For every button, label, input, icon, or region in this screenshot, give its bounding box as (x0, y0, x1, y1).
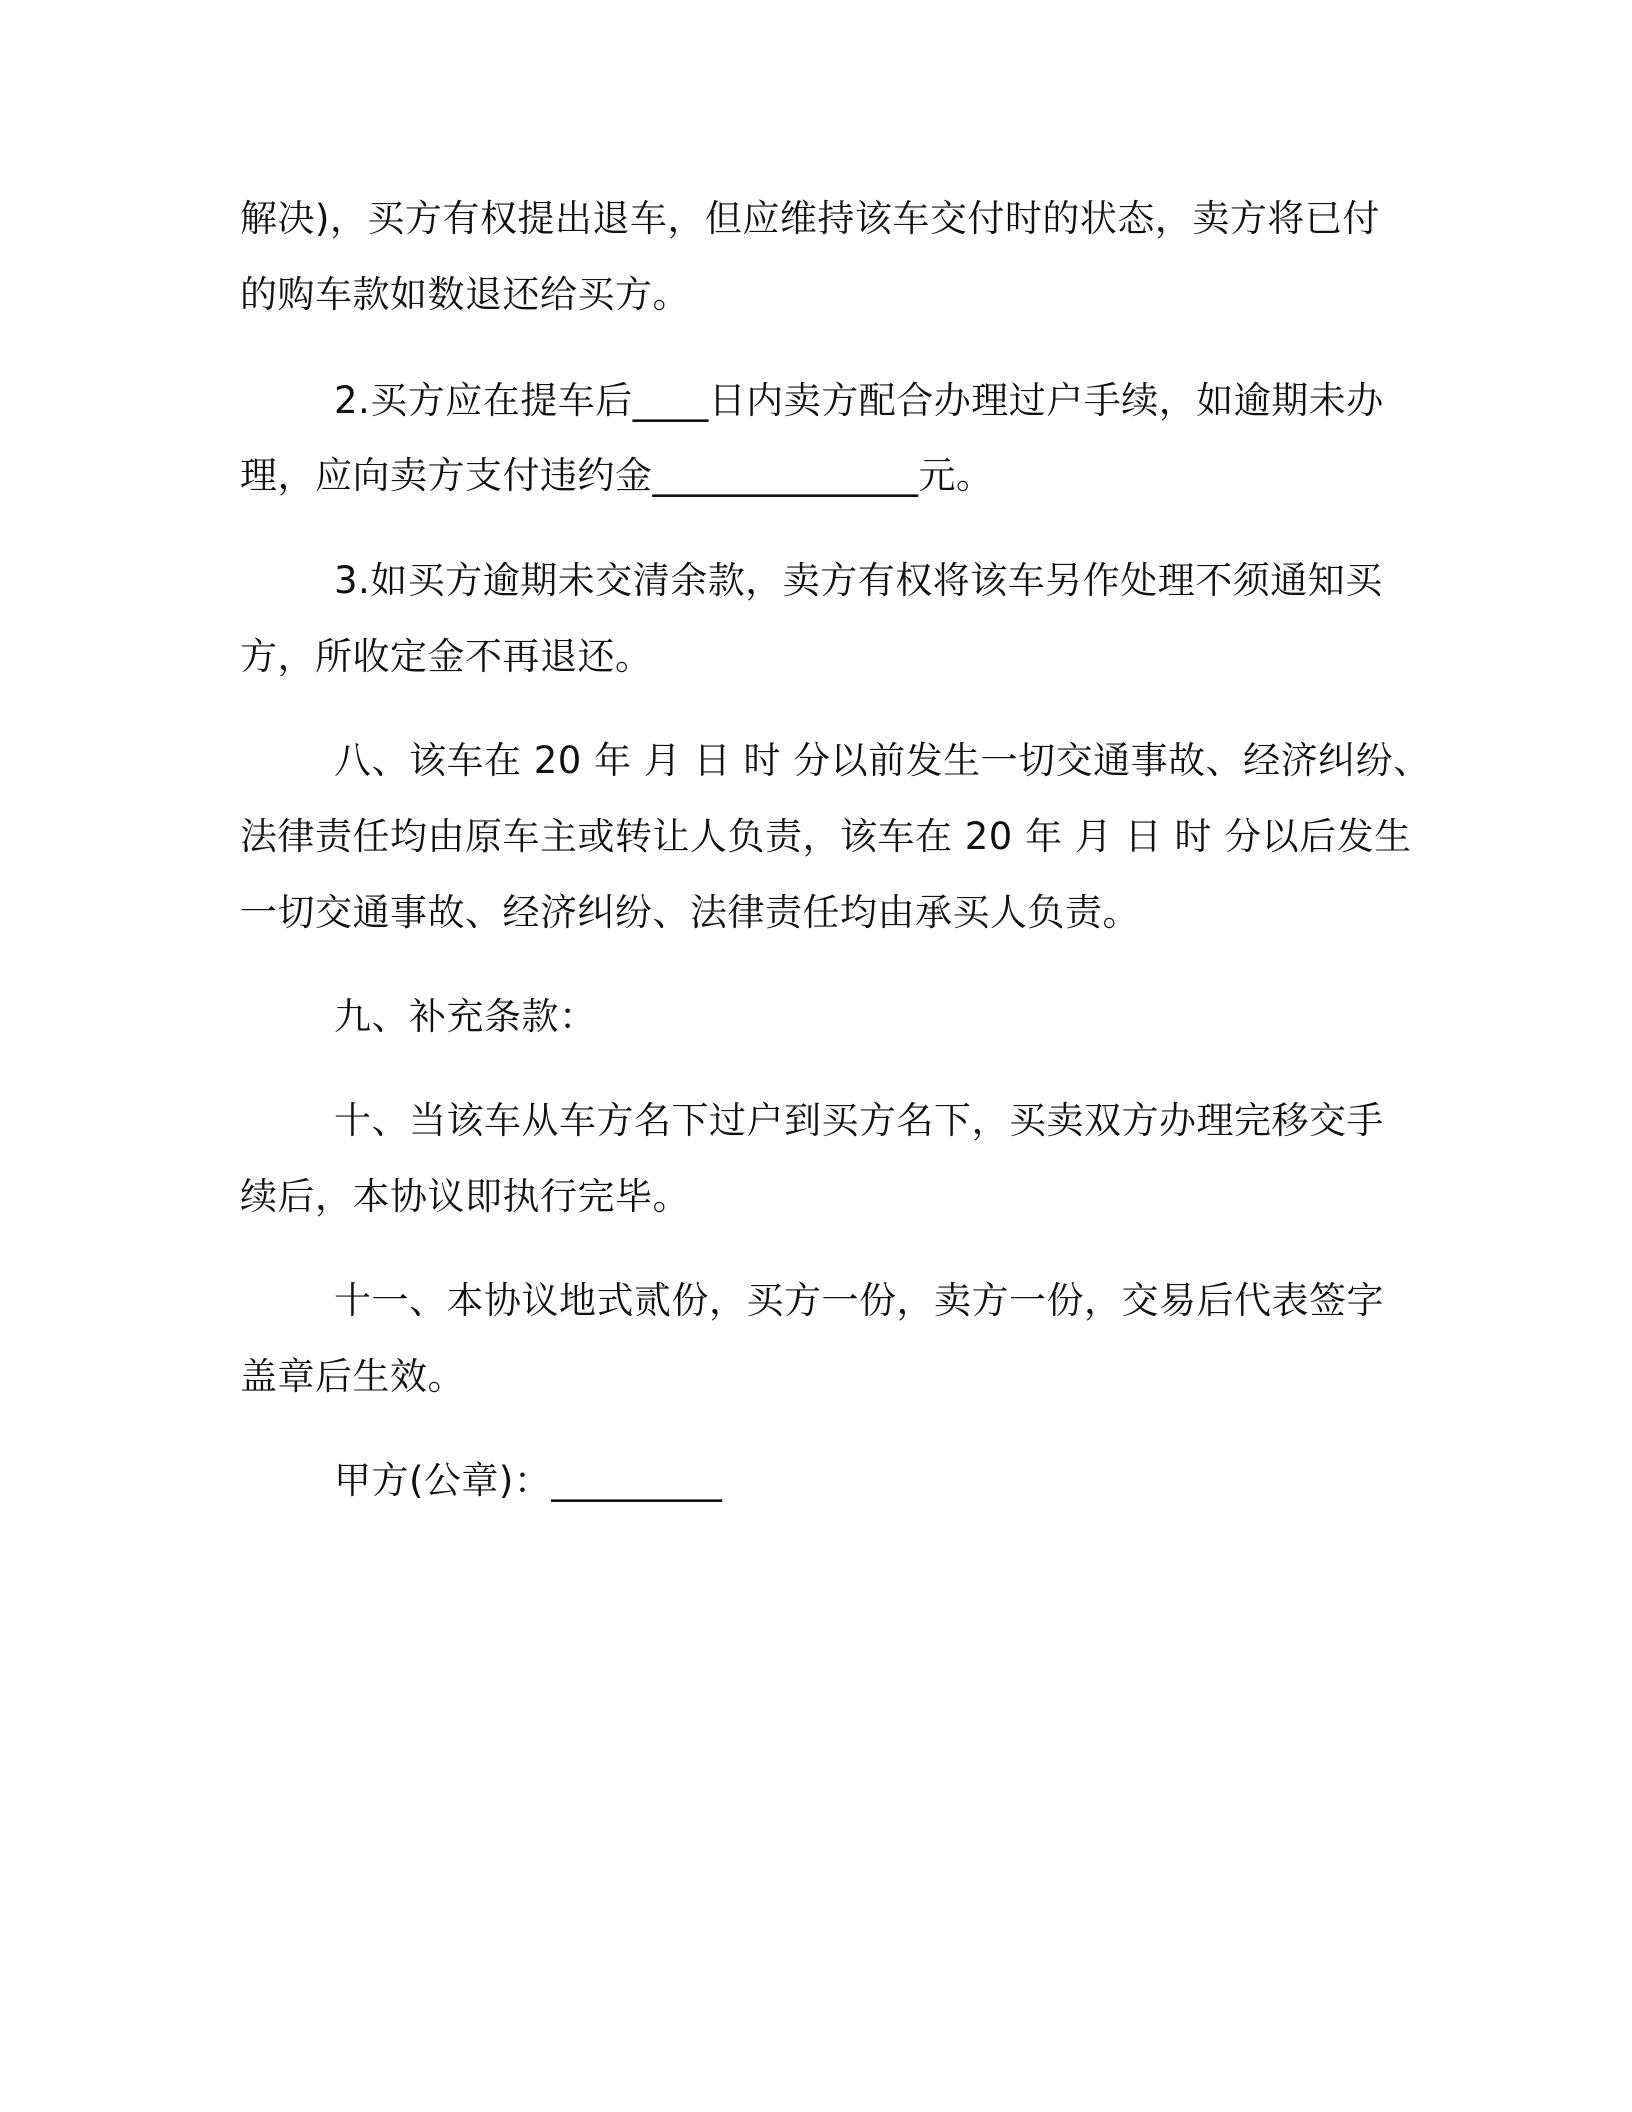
clause-7-2-line-1: 2.买方应在提车后____日内卖方配合办理过户手续，如逾期未办 (334, 379, 1384, 422)
party-a-signature-line: 甲方(公章)：_________ (334, 1459, 723, 1502)
clause-10-line-2: 续后，本协议即执行完毕。 (240, 1175, 690, 1218)
clause-7-1-line-1: 解决)，买方有权提出退车，但应维持该车交付时的状态，卖方将已付 (240, 197, 1380, 240)
clause-7-3-line-1: 3.如买方逾期未交清余款，卖方有权将该车另作处理不须通知买 (334, 559, 1383, 602)
clause-8-line-3: 一切交通事故、经济纠纷、法律责任均由承买人负责。 (240, 891, 1140, 934)
clause-11-line-2: 盖章后生效。 (240, 1355, 465, 1398)
clause-8-line-2: 法律责任均由原车主或转让人负责，该车在 20 年 月 日 时 分以后发生 (240, 815, 1412, 858)
clause-7-3-line-2: 方，所收定金不再退还。 (240, 635, 653, 678)
clause-7-2-line-2: 理，应向卖方支付违约金______________元。 (240, 454, 994, 497)
clause-8-line-1: 八、该车在 20 年 月 日 时 分以前发生一切交通事故、经济纠纷、 (334, 739, 1431, 782)
clause-10-line-1: 十、当该车从车方名下过户到买方名下，买卖双方办理完移交手 (334, 1099, 1384, 1142)
clause-7-1-line-2: 的购车款如数退还给买方。 (240, 273, 690, 316)
clause-11-line-1: 十一、本协议地式贰份，买方一份，卖方一份，交易后代表签字 (334, 1279, 1384, 1322)
clause-9-line-1: 九、补充条款： (334, 995, 597, 1038)
